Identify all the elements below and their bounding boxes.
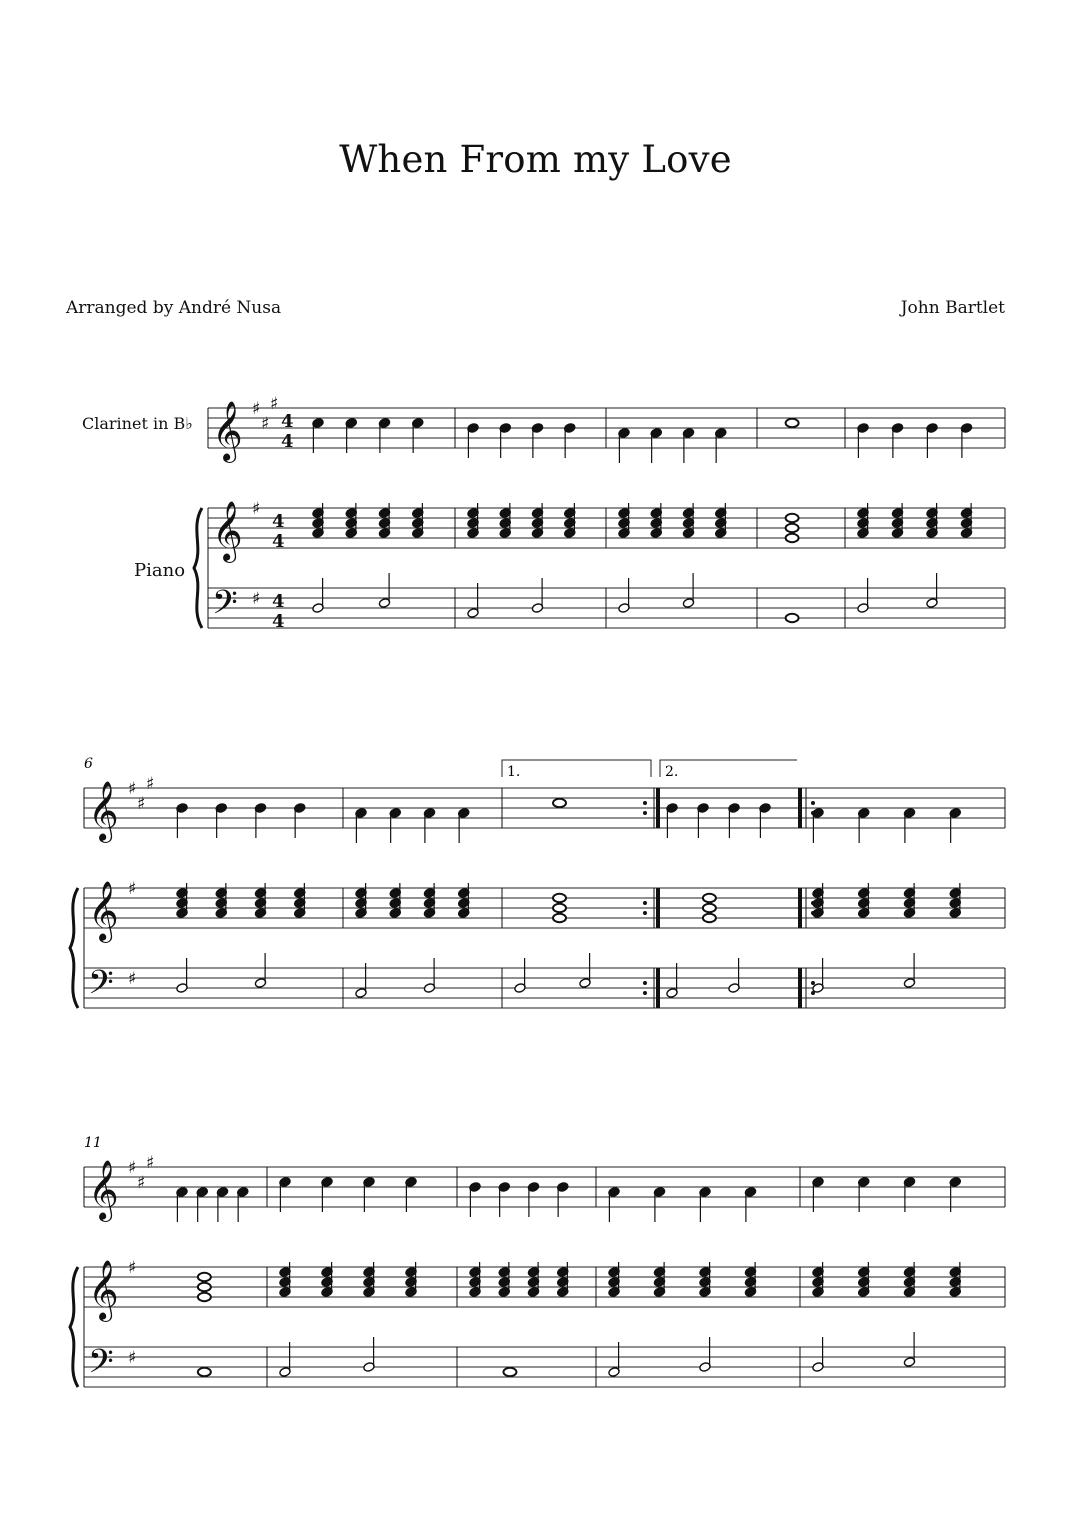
treble-clef-icon: 𝄞: [88, 1160, 119, 1220]
staff-piano-bass: [84, 968, 1005, 1008]
treble-clef-icon: 𝄞: [212, 401, 243, 461]
whole-note: [553, 894, 566, 902]
treble-clef-icon: 𝄞: [212, 501, 243, 561]
composer-credit: John Bartlet: [900, 298, 1005, 318]
bass-clef-icon: 𝄢: [212, 584, 238, 630]
whole-note: [786, 534, 799, 542]
bass-clef-icon: 𝄢: [88, 964, 114, 1010]
bass-clef-icon: 𝄢: [88, 1343, 114, 1389]
repeat-dot: [643, 911, 647, 915]
time-signature-top: 4: [272, 591, 285, 612]
whole-note: [703, 914, 716, 922]
time-signature-top: 4: [281, 411, 294, 432]
repeat-dot: [643, 811, 647, 815]
key-signature-sharp: ♯: [270, 394, 279, 414]
treble-clef-icon: 𝄞: [88, 881, 119, 941]
volta-bracket-2: [660, 760, 797, 780]
key-signature-sharp: ♯: [128, 969, 137, 989]
whole-note: [786, 614, 799, 622]
key-signature-sharp: ♯: [128, 779, 137, 799]
whole-note: [786, 514, 799, 522]
instrument-label-piano: Piano: [134, 560, 186, 581]
key-signature-sharp: ♯: [146, 774, 155, 794]
key-signature-sharp: ♯: [128, 1348, 137, 1368]
grand-staff-brace-icon: [194, 508, 202, 628]
instrument-label-clarinet: Clarinet in B♭: [82, 414, 193, 433]
whole-note: [198, 1368, 211, 1376]
volta-bracket-1: [502, 760, 651, 780]
treble-clef-icon: 𝄞: [88, 1260, 119, 1320]
page-title: When From my Love: [339, 138, 732, 181]
repeat-dot: [643, 991, 647, 995]
key-signature-sharp: ♯: [252, 399, 261, 419]
grand-staff-brace-icon: [70, 1267, 78, 1387]
arranger-credit: Arranged by André Nusa: [66, 298, 282, 318]
time-signature-top: 4: [272, 511, 285, 532]
svg-text:2.: 2.: [665, 764, 679, 780]
key-signature-sharp: ♯: [128, 879, 137, 899]
repeat-dot: [811, 981, 815, 985]
whole-note: [198, 1293, 211, 1301]
whole-note: [786, 419, 799, 427]
whole-note: [703, 894, 716, 902]
whole-note: [553, 904, 566, 912]
repeat-dot: [643, 981, 647, 985]
key-signature-sharp: ♯: [137, 1173, 146, 1193]
whole-note: [198, 1283, 211, 1291]
key-signature-sharp: ♯: [137, 794, 146, 814]
time-signature-bottom: 4: [281, 431, 294, 452]
whole-note: [786, 524, 799, 532]
key-signature-sharp: ♯: [146, 1153, 155, 1173]
repeat-dot: [643, 801, 647, 805]
key-signature-sharp: ♯: [252, 589, 261, 609]
svg-text:1.: 1.: [507, 764, 521, 780]
repeat-dot: [811, 801, 815, 805]
treble-clef-icon: 𝄞: [88, 781, 119, 841]
key-signature-sharp: ♯: [128, 1258, 137, 1278]
repeat-dot: [643, 901, 647, 905]
measure-number-11: 11: [84, 1135, 102, 1151]
time-signature-bottom: 4: [272, 611, 285, 632]
key-signature-sharp: ♯: [128, 1158, 137, 1178]
key-signature-sharp: ♯: [252, 499, 261, 519]
grand-staff-brace-icon: [70, 888, 78, 1008]
whole-note: [503, 1368, 516, 1376]
key-signature-sharp: ♯: [261, 414, 270, 434]
staff-clarinet: [84, 1167, 1005, 1207]
measure-number-6: 6: [84, 756, 93, 772]
whole-note: [198, 1273, 211, 1281]
whole-note: [703, 904, 716, 912]
time-signature-bottom: 4: [272, 531, 285, 552]
whole-note: [553, 799, 566, 807]
whole-note: [553, 914, 566, 922]
staff-piano-bass: [84, 1347, 1005, 1387]
